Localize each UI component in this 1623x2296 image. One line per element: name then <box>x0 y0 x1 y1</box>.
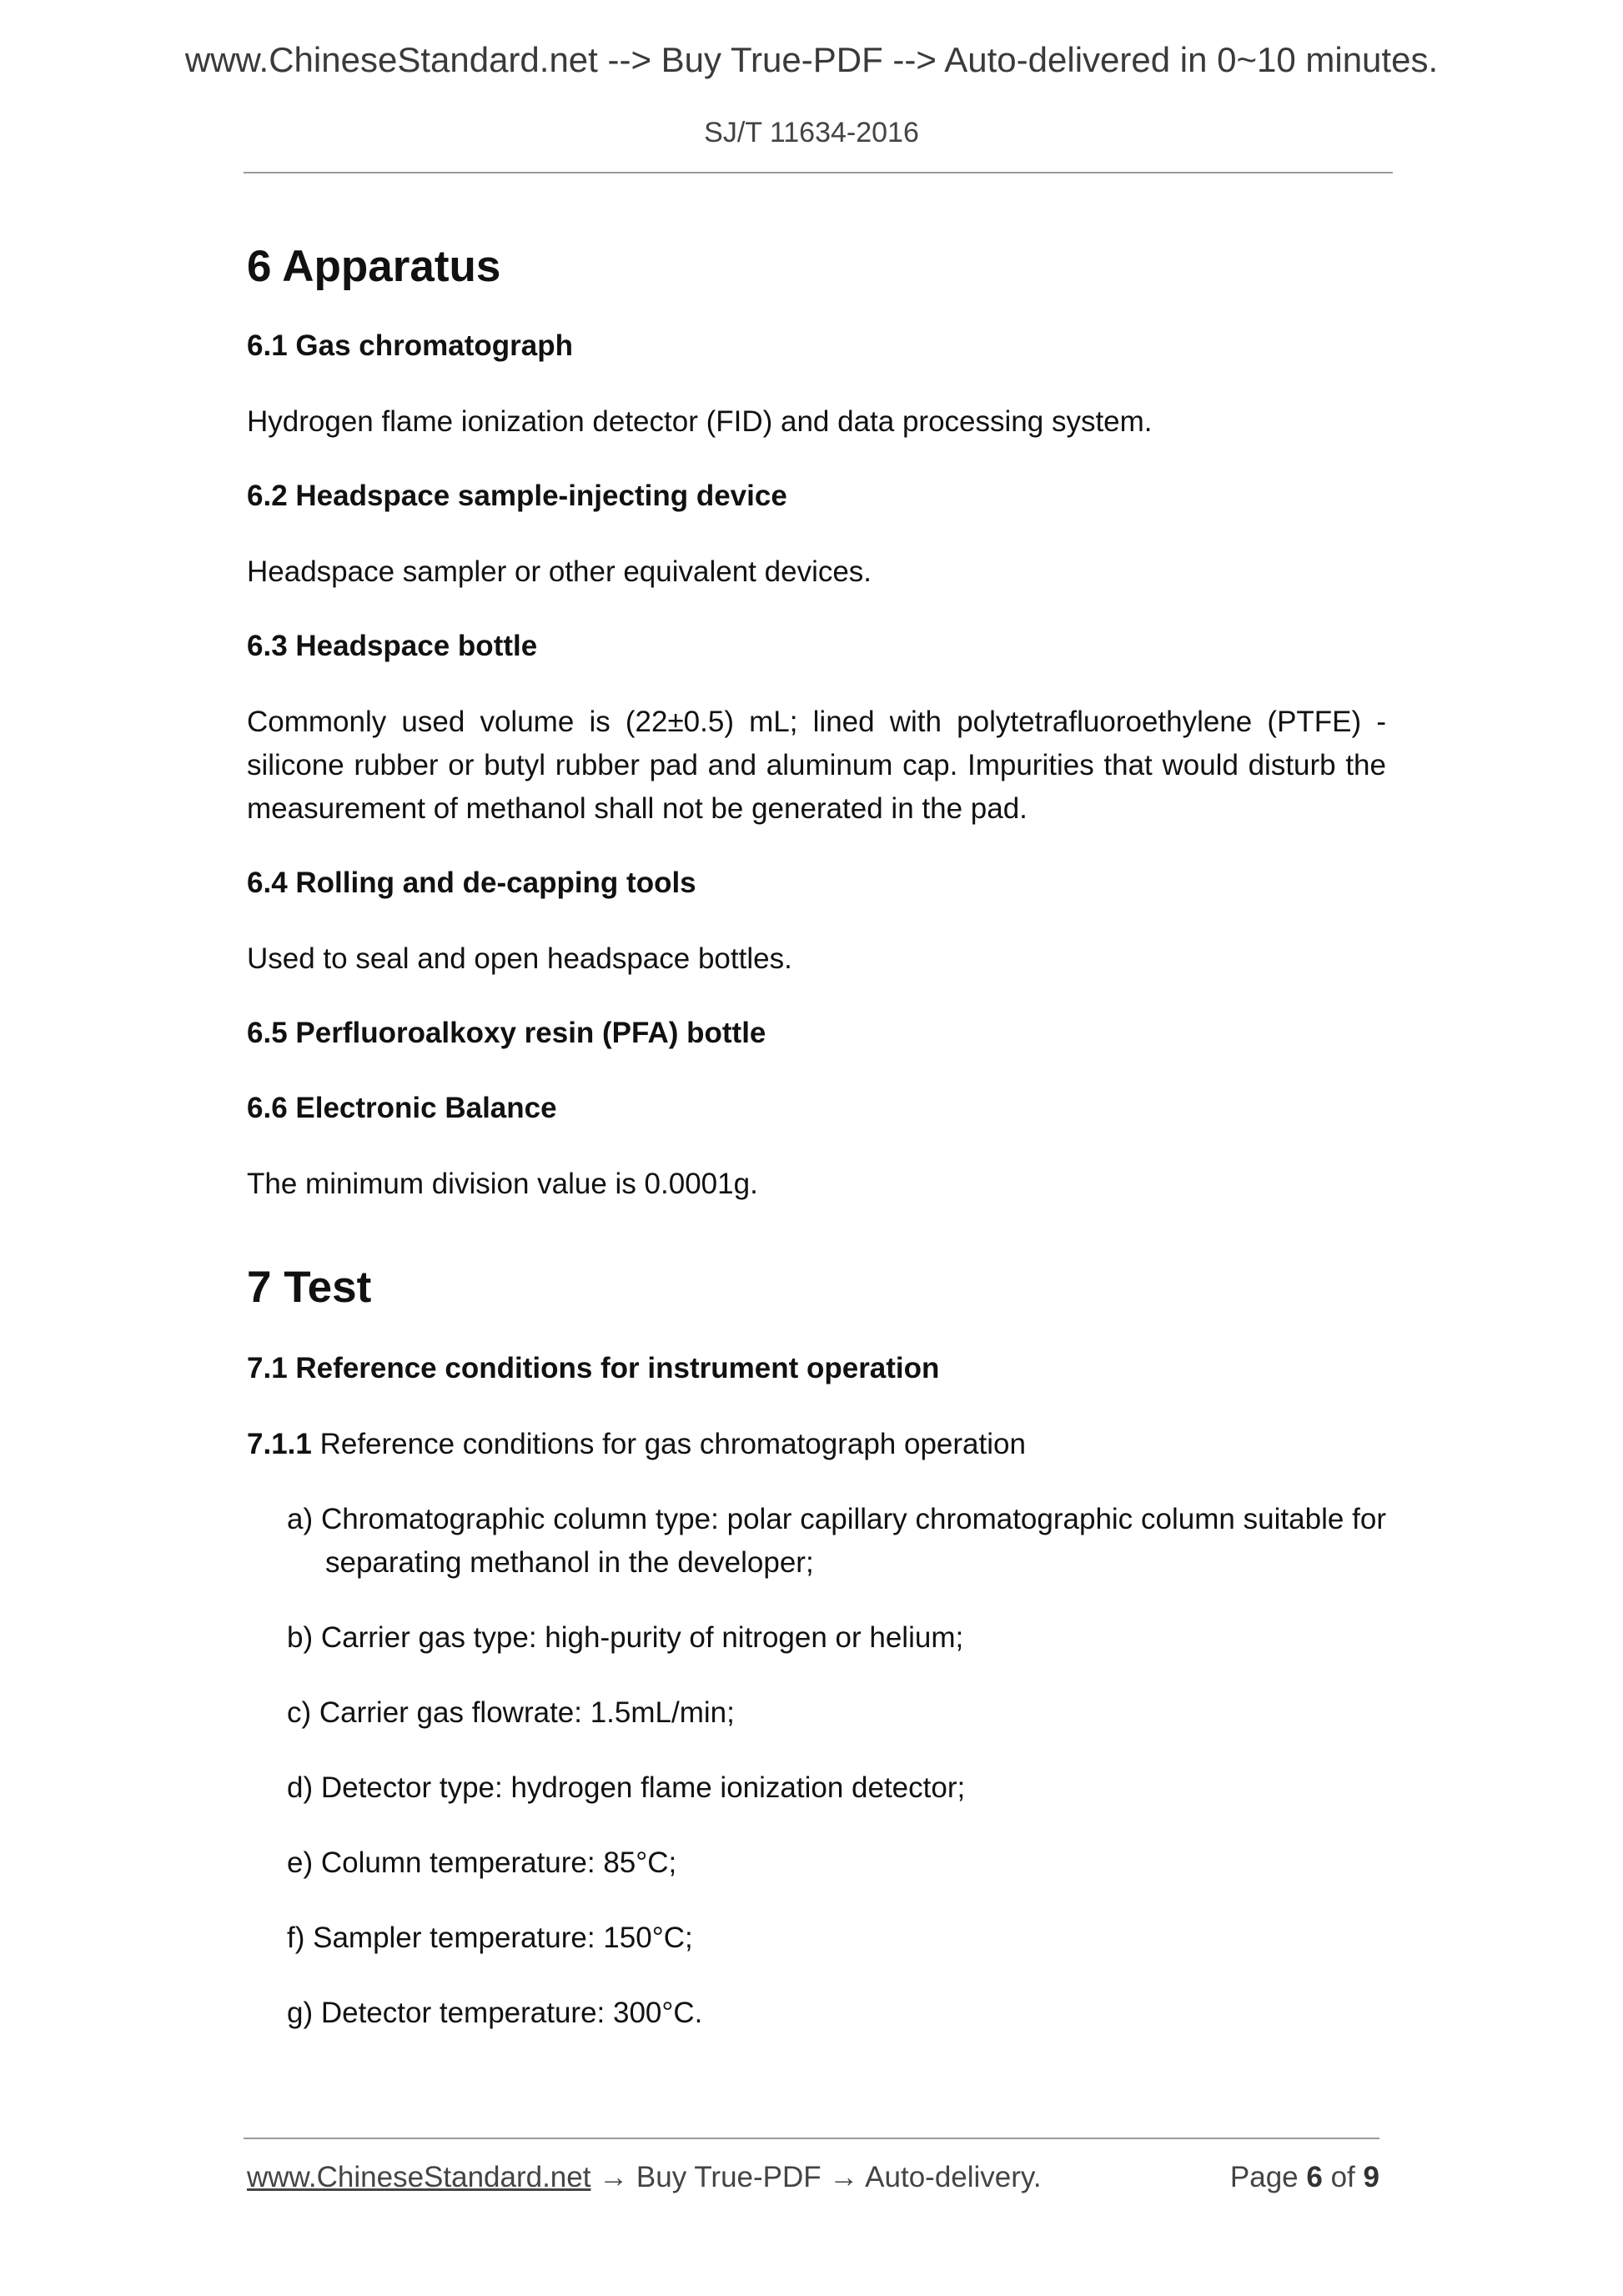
section-7-1-1 <box>247 1423 1386 1466</box>
section-6-5-title: 6.5 Perfluoroalkoxy resin (PFA) bottle <box>247 1017 766 1049</box>
list-item-d: d) Detector type: hydrogen flame ionization detector; <box>287 1771 966 1804</box>
footer-left <box>247 2161 1042 2194</box>
section-7-1-title: 7.1 Reference conditions for instrument operation <box>247 1352 940 1384</box>
top-banner: www.ChineseStandard.net --> Buy True-PDF --> Auto-delivered in 0~10 minutes. <box>184 40 1439 79</box>
footer-tail-text: → Buy True-PDF → Auto-delivery. <box>599 2161 1042 2193</box>
page-current: 6 <box>1306 2161 1323 2193</box>
section-6-2-title: 6.2 Headspace sample-injecting device <box>247 480 787 512</box>
header-divider <box>244 172 1393 173</box>
section-6-2-text: Headspace sampler or other equivalent devices. <box>247 555 872 588</box>
page-label: Page <box>1229 2161 1299 2193</box>
list-item-g: g) Detector temperature: 300°C. <box>287 1997 703 2029</box>
page-total: 9 <box>1363 2161 1379 2193</box>
list-item-e: e) Column temperature: 85°C; <box>287 1846 677 1879</box>
clause-text: Reference conditions for gas chromatograph operation <box>319 1428 1026 1460</box>
section-6-1-title: 6.1 Gas chromatograph <box>247 329 573 362</box>
footer-divider <box>244 2138 1379 2139</box>
section-6-3-title: 6.3 Headspace bottle <box>247 630 538 662</box>
page-indicator <box>1230 2161 1379 2194</box>
standard-number: SJ/T 11634-2016 <box>704 117 919 148</box>
footer-site-link[interactable]: www.ChineseStandard.net <box>247 2161 591 2193</box>
section-6-1-text: Hydrogen flame ionization detector (FID) and data processing system. <box>247 405 1153 438</box>
section-6-6-title: 6.6 Electronic Balance <box>247 1092 557 1124</box>
section-6-4-title: 6.4 Rolling and de-capping tools <box>247 867 696 899</box>
clause-number: 7.1.1 <box>247 1428 312 1460</box>
section-6-6-text: The minimum division value is 0.0001g. <box>247 1168 758 1200</box>
page-content <box>247 234 1386 2035</box>
section-7-title: 7 Test <box>247 1263 372 1312</box>
section-6-3-text: Commonly used volume is (22±0.5) mL; lined with polytetrafluoroethylene (PTFE) - silicone rubber or butyl rubber pad and aluminum cap. Impurities that would disturb the measurement of methanol shall not be generated in the pad. <box>247 706 1386 825</box>
list-item-f: f) Sampler temperature: 150°C; <box>287 1922 693 1954</box>
list-item-c: c) Carrier gas flowrate: 1.5mL/min; <box>287 1696 735 1729</box>
list-item-b: b) Carrier gas type: high-purity of nitrogen or helium; <box>287 1621 964 1654</box>
list-item-a: a) Chromatographic column type: polar capillary chromatographic column suitable for separating methanol in the developer; <box>287 1503 1386 1579</box>
section-6-4-text: Used to seal and open headspace bottles. <box>247 942 792 975</box>
section-6-title: 6 Apparatus <box>247 242 501 291</box>
page-footer <box>247 2161 1379 2203</box>
page-of-label: of <box>1330 2161 1355 2193</box>
